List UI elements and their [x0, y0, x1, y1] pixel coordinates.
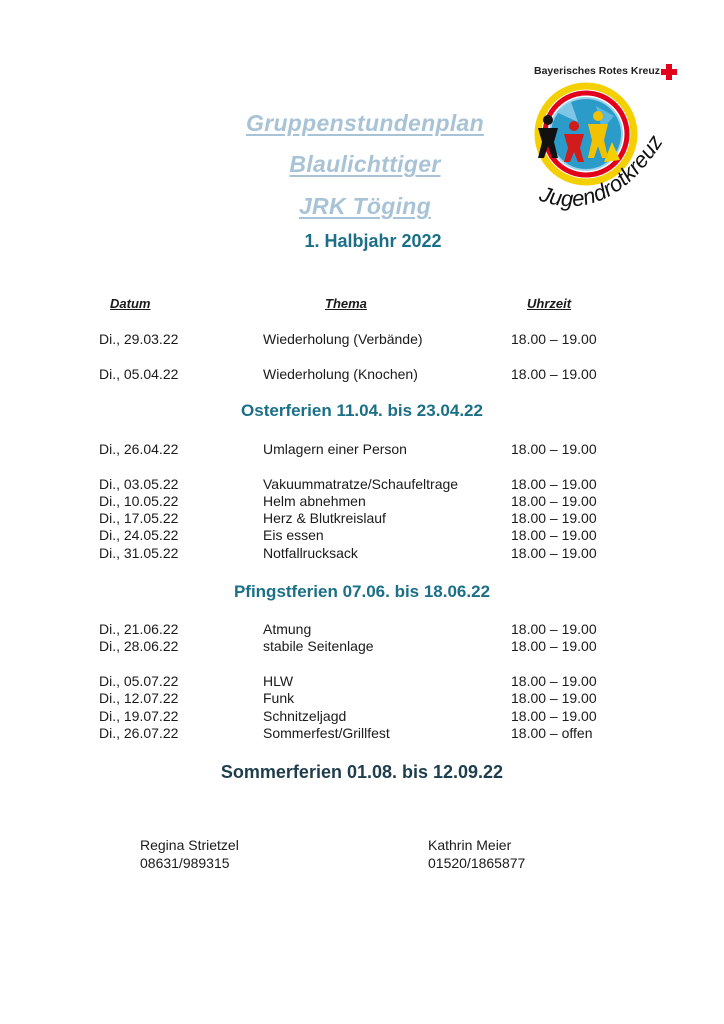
header-date: Datum: [110, 296, 151, 311]
title-line-1: Gruppenstundenplan: [246, 110, 484, 136]
row-date: Di., 12.07.22: [99, 690, 179, 706]
row-time: 18.00 – 19.00: [511, 510, 597, 526]
table-row: [0, 708, 724, 726]
row-date: Di., 26.04.22: [99, 441, 179, 457]
table-row: [0, 545, 724, 563]
holiday-summer: Sommerferien 01.08. bis 12.09.22: [220, 762, 504, 782]
header-topic: Thema: [325, 296, 367, 311]
header-time: Uhrzeit: [527, 296, 572, 311]
table-row: [0, 527, 724, 545]
row-date: Di., 28.06.22: [99, 638, 179, 654]
table-row: [0, 331, 724, 349]
table-row: [0, 441, 724, 459]
row-time: 18.00 – 19.00: [511, 366, 597, 382]
contact-name: Kathrin Meier: [428, 837, 512, 853]
row-time: 18.00 – 19.00: [511, 331, 597, 347]
contact-block: [428, 836, 525, 872]
row-date: Di., 19.07.22: [99, 708, 179, 724]
table-row: [0, 510, 724, 528]
row-topic: Vakuummatratze/Schaufeltrage: [263, 476, 459, 492]
row-time: 18.00 – 19.00: [511, 638, 597, 654]
table-row: [0, 690, 724, 708]
row-date: Di., 05.07.22: [99, 673, 179, 689]
holiday-easter: Osterferien 11.04. bis 23.04.22: [241, 401, 483, 420]
row-topic: Wiederholung (Knochen): [263, 366, 418, 382]
row-time: 18.00 – 19.00: [511, 441, 597, 457]
title-line-3: JRK Töging: [298, 193, 432, 219]
row-date: Di., 05.04.22: [99, 366, 179, 382]
table-row: [0, 493, 724, 511]
row-date: Di., 21.06.22: [99, 621, 179, 637]
row-time: 18.00 – offen: [511, 725, 593, 741]
contact-phone: 08631/989315: [140, 855, 230, 871]
row-topic: Eis essen: [263, 527, 324, 543]
brand-text: Jugendrotkreuz: [536, 130, 668, 212]
row-date: Di., 03.05.22: [99, 476, 179, 492]
table-row: [0, 638, 724, 656]
row-time: 18.00 – 19.00: [511, 673, 597, 689]
table-row: [0, 621, 724, 639]
contact-block: [140, 836, 239, 872]
row-topic: Schnitzeljagd: [263, 708, 347, 724]
table-row: [0, 476, 724, 494]
table-row: [0, 725, 724, 743]
brk-org-name: Bayerisches Rotes Kreuz: [534, 65, 661, 77]
contact-name: Regina Strietzel: [140, 837, 239, 853]
row-topic: Sommerfest/Grillfest: [263, 725, 390, 741]
jugendrotkreuz-logo-icon: [516, 82, 691, 232]
row-topic: Atmung: [263, 621, 312, 637]
row-topic: HLW: [263, 673, 294, 689]
table-row: [0, 366, 724, 384]
row-topic: Notfallrucksack: [263, 545, 358, 561]
row-time: 18.00 – 19.00: [511, 690, 597, 706]
row-topic: Helm abnehmen: [263, 493, 366, 509]
row-date: Di., 17.05.22: [99, 510, 179, 526]
row-time: 18.00 – 19.00: [511, 527, 597, 543]
row-topic: Herz & Blutkreislauf: [263, 510, 386, 526]
row-topic: Funk: [263, 690, 295, 706]
row-date: Di., 26.07.22: [99, 725, 179, 741]
red-cross-icon: [660, 63, 678, 81]
row-time: 18.00 – 19.00: [511, 621, 597, 637]
row-date: Di., 29.03.22: [99, 331, 179, 347]
row-date: Di., 10.05.22: [99, 493, 179, 509]
title-line-2: Blaulichttiger: [289, 151, 441, 177]
row-time: 18.00 – 19.00: [511, 476, 597, 492]
row-time: 18.00 – 19.00: [511, 493, 597, 509]
row-topic: Umlagern einer Person: [263, 441, 407, 457]
row-time: 18.00 – 19.00: [511, 708, 597, 724]
row-topic: Wiederholung (Verbände): [263, 331, 423, 347]
row-date: Di., 24.05.22: [99, 527, 179, 543]
row-time: 18.00 – 19.00: [511, 545, 597, 561]
holiday-pentecost: Pfingstferien 07.06. bis 18.06.22: [233, 582, 491, 601]
contact-phone: 01520/1865877: [428, 855, 526, 871]
row-date: Di., 31.05.22: [99, 545, 179, 561]
table-row: [0, 673, 724, 691]
subtitle-halbjahr: 1. Halbjahr 2022: [304, 231, 442, 251]
row-topic: stabile Seitenlage: [263, 638, 374, 654]
